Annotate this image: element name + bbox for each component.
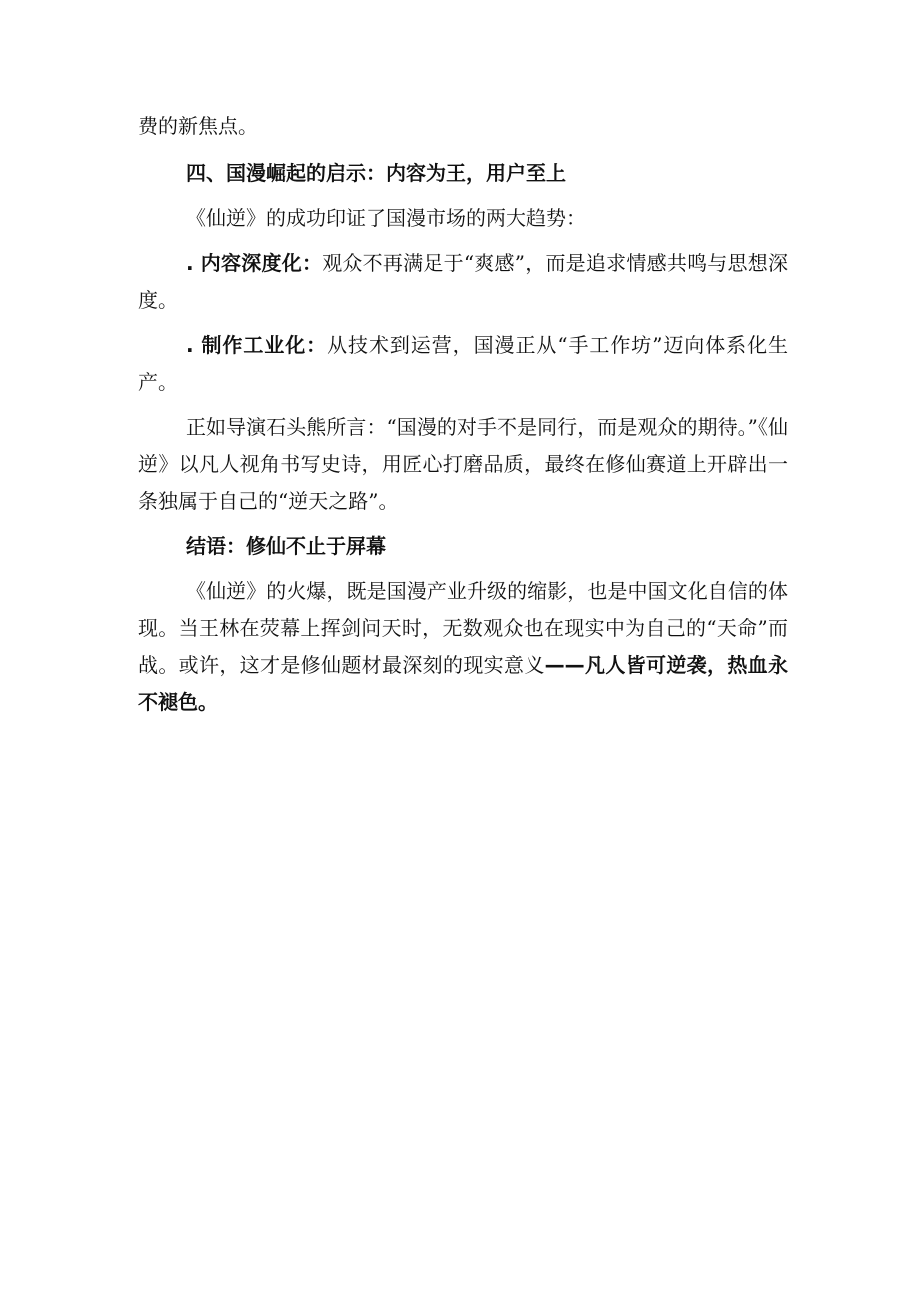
- trend-item-text: 观众不再满足于“爽感”，而是追求情感共鸣与思想深度。: [138, 251, 789, 312]
- trend-item-text: 从技术到运营，国漫正从“手工作坊”迈向体系化生产。: [138, 333, 788, 394]
- paragraph-director-quote: 正如导演石头熊所言：“国漫的对手不是同行，而是观众的期待。”《仙逆》以凡人视角书写史诗，用匠心打磨品质，最终在修仙赛道上开辟出一条独属于自己的“逆天之路”。: [138, 415, 788, 513]
- paragraph-conclusion: [138, 573, 788, 721]
- document-body: [138, 108, 788, 721]
- conclusion-heading: 结语：修仙不止于屏幕: [186, 534, 386, 558]
- trend-item-industrialization: [138, 327, 788, 401]
- trend-item-label: . 内容深度化：: [186, 251, 323, 275]
- conclusion-emphasis: ——凡人皆可逆袭，热血永不褪色。: [138, 653, 789, 714]
- conclusion-text: 《仙逆》的火爆，既是国漫产业升级的缩影，也是中国文化自信的体现。当王林在荧幕上挥剑问天时，无数观众也在现实中为自己的“天命”而战。或许，这才是修仙题材最深刻的现实意义: [138, 579, 788, 677]
- paragraph-trends-intro: 《仙逆》的成功印证了国漫市场的两大趋势：: [186, 206, 586, 230]
- paragraph-continuation: 费的新焦点。: [138, 114, 258, 138]
- trend-item-label: . 制作工业化：: [186, 333, 328, 357]
- trend-item-content-depth: [138, 245, 788, 319]
- section-heading-4: 四、国漫崛起的启示：内容为王，用户至上: [186, 161, 566, 185]
